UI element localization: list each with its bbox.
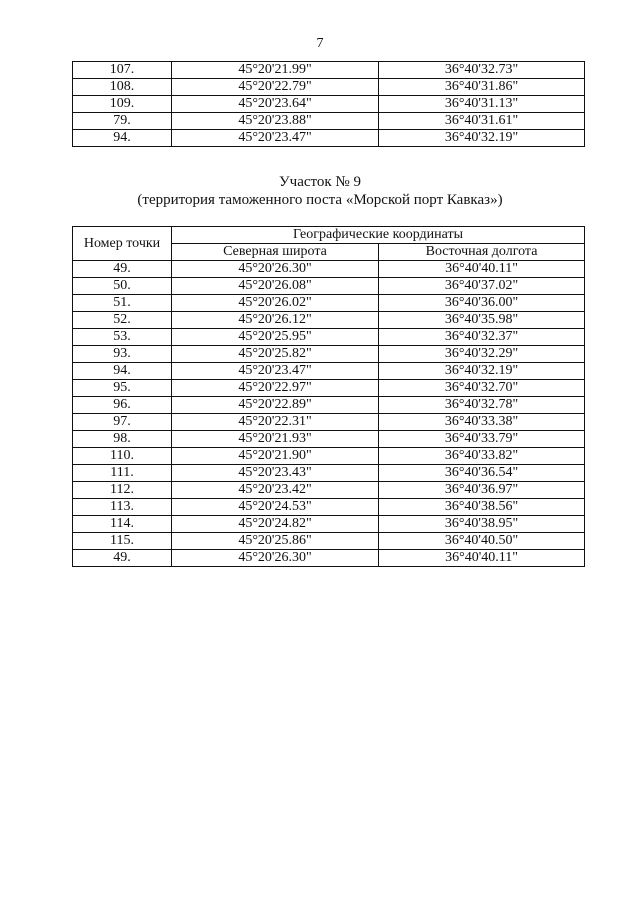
table-row (73, 414, 585, 431)
longitude-cell: 36°40'38.95" (379, 516, 585, 533)
longitude-cell: 36°40'32.29" (379, 346, 585, 363)
point-number-cell: 107. (73, 62, 172, 79)
point-number-cell: 49. (73, 261, 172, 278)
point-number-cell: 94. (73, 363, 172, 380)
point-number-cell: 98. (73, 431, 172, 448)
point-number-cell: 50. (73, 278, 172, 295)
point-number-cell: 110. (73, 448, 172, 465)
latitude-cell: 45°20'26.30" (172, 261, 379, 278)
point-number-cell: 53. (73, 329, 172, 346)
point-number-cell: 115. (73, 533, 172, 550)
latitude-cell: 45°20'26.02" (172, 295, 379, 312)
coordinates-table-continued-body (73, 62, 585, 147)
coordinates-table-continued (72, 61, 585, 147)
latitude-cell: 45°20'23.47" (172, 130, 379, 147)
table-row (73, 312, 585, 329)
longitude-cell: 36°40'33.38" (379, 414, 585, 431)
point-number-cell: 111. (73, 465, 172, 482)
table-row (73, 113, 585, 130)
longitude-cell: 36°40'32.19" (379, 130, 585, 147)
latitude-cell: 45°20'23.64" (172, 96, 379, 113)
point-number-cell: 51. (73, 295, 172, 312)
point-number-cell: 95. (73, 380, 172, 397)
longitude-cell: 36°40'36.54" (379, 465, 585, 482)
table-row (73, 448, 585, 465)
page-number: 7 (316, 36, 324, 51)
longitude-cell: 36°40'32.19" (379, 363, 585, 380)
point-number-cell: 49. (73, 550, 172, 567)
table-row (73, 261, 585, 278)
table-header (73, 227, 585, 261)
point-number-cell: 96. (73, 397, 172, 414)
table-row (73, 346, 585, 363)
longitude-cell: 36°40'36.00" (379, 295, 585, 312)
point-number-cell: 94. (73, 130, 172, 147)
point-number-cell: 114. (73, 516, 172, 533)
table-row (73, 516, 585, 533)
longitude-cell: 36°40'33.82" (379, 448, 585, 465)
point-number-cell: 113. (73, 499, 172, 516)
longitude-cell: 36°40'40.11" (379, 261, 585, 278)
section-subtitle: (территория таможенного поста «Морской порт Кавказ») (137, 192, 503, 208)
table-row (73, 482, 585, 499)
table-row (73, 329, 585, 346)
longitude-cell: 36°40'31.86" (379, 79, 585, 96)
header-point-number: Номер точки (73, 227, 172, 261)
table-row (73, 130, 585, 147)
latitude-cell: 45°20'22.89" (172, 397, 379, 414)
longitude-cell: 36°40'37.02" (379, 278, 585, 295)
longitude-cell: 36°40'32.70" (379, 380, 585, 397)
longitude-cell: 36°40'36.97" (379, 482, 585, 499)
table-row (73, 380, 585, 397)
point-number-cell: 108. (73, 79, 172, 96)
header-latitude: Северная широта (172, 244, 379, 261)
latitude-cell: 45°20'23.88" (172, 113, 379, 130)
table-row (73, 278, 585, 295)
table-row (73, 363, 585, 380)
latitude-cell: 45°20'21.90" (172, 448, 379, 465)
latitude-cell: 45°20'22.31" (172, 414, 379, 431)
table-row (73, 295, 585, 312)
table-row (73, 397, 585, 414)
coordinates-table-body (73, 261, 585, 567)
point-number-cell: 79. (73, 113, 172, 130)
longitude-cell: 36°40'35.98" (379, 312, 585, 329)
latitude-cell: 45°20'23.43" (172, 465, 379, 482)
table-row (73, 96, 585, 113)
table-row (73, 550, 585, 567)
latitude-cell: 45°20'22.97" (172, 380, 379, 397)
latitude-cell: 45°20'21.99" (172, 62, 379, 79)
latitude-cell: 45°20'24.53" (172, 499, 379, 516)
latitude-cell: 45°20'25.95" (172, 329, 379, 346)
longitude-cell: 36°40'32.73" (379, 62, 585, 79)
point-number-cell: 52. (73, 312, 172, 329)
header-geo-coordinates: Географические координаты (172, 227, 585, 244)
latitude-cell: 45°20'23.47" (172, 363, 379, 380)
longitude-cell: 36°40'40.50" (379, 533, 585, 550)
header-longitude: Восточная долгота (379, 244, 585, 261)
table-row (73, 499, 585, 516)
table-row (73, 62, 585, 79)
latitude-cell: 45°20'24.82" (172, 516, 379, 533)
latitude-cell: 45°20'21.93" (172, 431, 379, 448)
longitude-cell: 36°40'31.13" (379, 96, 585, 113)
point-number-cell: 93. (73, 346, 172, 363)
longitude-cell: 36°40'32.78" (379, 397, 585, 414)
point-number-cell: 97. (73, 414, 172, 431)
table-row (73, 465, 585, 482)
latitude-cell: 45°20'22.79" (172, 79, 379, 96)
latitude-cell: 45°20'25.86" (172, 533, 379, 550)
latitude-cell: 45°20'25.82" (172, 346, 379, 363)
longitude-cell: 36°40'38.56" (379, 499, 585, 516)
longitude-cell: 36°40'40.11" (379, 550, 585, 567)
longitude-cell: 36°40'32.37" (379, 329, 585, 346)
longitude-cell: 36°40'33.79" (379, 431, 585, 448)
section-title: Участок № 9 (279, 174, 361, 190)
coordinates-table (72, 226, 585, 567)
latitude-cell: 45°20'26.08" (172, 278, 379, 295)
table-row (73, 431, 585, 448)
point-number-cell: 112. (73, 482, 172, 499)
table-row (73, 79, 585, 96)
table-row (73, 533, 585, 550)
latitude-cell: 45°20'23.42" (172, 482, 379, 499)
latitude-cell: 45°20'26.30" (172, 550, 379, 567)
point-number-cell: 109. (73, 96, 172, 113)
longitude-cell: 36°40'31.61" (379, 113, 585, 130)
latitude-cell: 45°20'26.12" (172, 312, 379, 329)
